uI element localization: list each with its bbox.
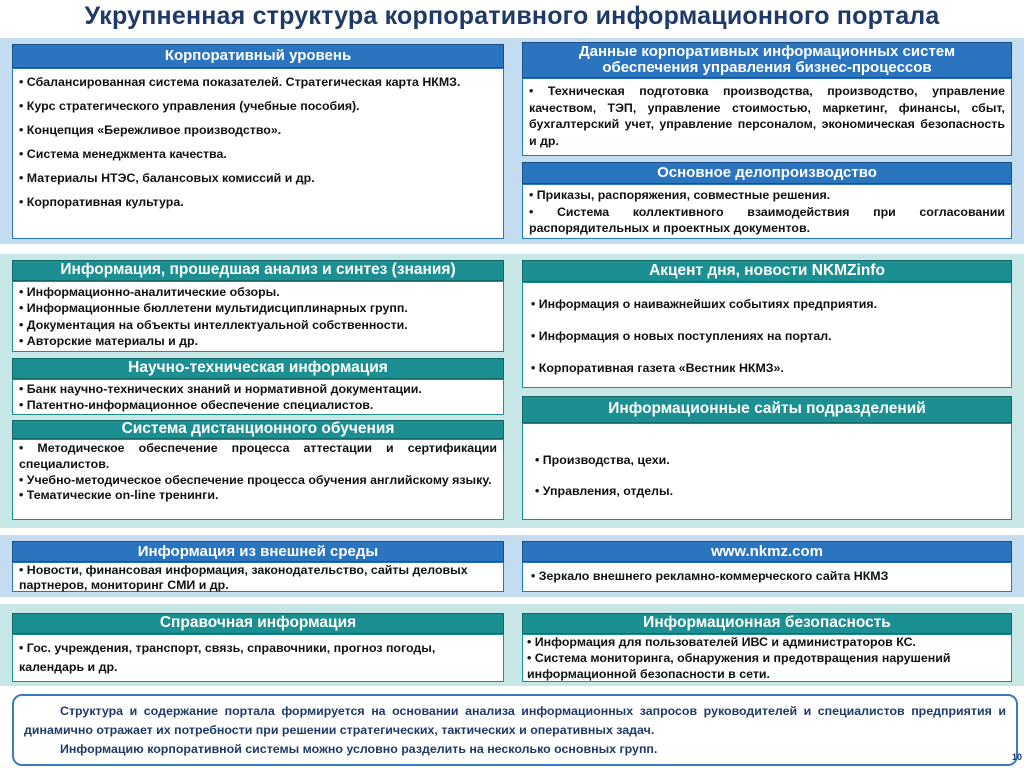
list-item: • Информация для пользователей ИВС и администраторов КС. <box>527 635 1007 651</box>
page-number: 10 <box>1011 752 1022 762</box>
dept-sites-header: Информационные сайты подразделений <box>522 396 1012 423</box>
corporate-level-header: Корпоративный уровень <box>12 44 504 68</box>
nkmz-site-body <box>522 562 1012 592</box>
knowledge-body <box>12 281 504 352</box>
summary-box <box>12 694 1018 766</box>
scitech-header: Научно-техническая информация <box>12 358 504 379</box>
list-item: • Концепция «Бережливое производство». <box>19 118 497 142</box>
list-item: • Гос. учреждения, транспорт, связь, справочники, прогноз погоды, календарь и др. <box>19 639 497 677</box>
summary-text-2: Информацию корпоративной системы можно условно разделить на несколько основных групп. <box>60 742 658 757</box>
knowledge-header: Информация, прошедшая анализ и синтез (знания) <box>12 260 504 281</box>
list-item: • Курс стратегического управления (учебные пособия). <box>19 94 497 118</box>
list-item: • Новости, финансовая информация, законодательство, сайты деловых партнеров, мониторинг СМИ и др. <box>19 563 497 593</box>
list-item: • Управления, отделы. <box>535 483 999 499</box>
corporate-level-body <box>12 68 504 239</box>
list-item: • Система коллективного взаимодействия при согласовании распорядительных и проектных документов. <box>529 204 1005 237</box>
list-item: • Методическое обеспечение процесса аттестации и сертификации специалистов. <box>19 441 497 473</box>
records-header: Основное делопроизводство <box>522 162 1012 184</box>
list-item: • Авторские материалы и др. <box>19 333 497 349</box>
reference-body <box>12 634 504 682</box>
list-item: • Техническая подготовка производства, производство, управление качеством, ТЭП, управление стоимостью, маркетинг, финансы, сбыт, бухгалтерский учет, управление персоналом, экономическая безопасность и др. <box>529 83 1005 149</box>
distance-header: Система дистанционного обучения <box>12 420 504 439</box>
list-item: • Система менеджмента качества. <box>19 142 497 166</box>
list-item: • Сбалансированная система показателей. Стратегическая карта НКМЗ. <box>19 70 497 94</box>
scitech-body <box>12 379 504 415</box>
corporate-systems-header: Данные корпоративных информационных систем обеспечения управления бизнес-процессов <box>522 42 1012 78</box>
list-item: • Банк научно-технических знаний и нормативной документации. <box>19 381 497 397</box>
distance-body <box>12 439 504 520</box>
external-body <box>12 562 504 592</box>
list-item: • Зеркало внешнего рекламно-коммерческого сайта НКМЗ <box>531 569 1003 584</box>
list-item: • Информационно-аналитические обзоры. <box>19 284 497 300</box>
list-item: • Документация на объекты интеллектуальной собственности. <box>19 317 497 333</box>
news-header: Акцент дня, новости NKMZinfo <box>522 260 1012 282</box>
list-item: • Производства, цехи. <box>535 452 999 468</box>
page-title: Укрупненная структура корпоративного информационного портала <box>84 2 940 30</box>
list-item: • Информация о новых поступлениях на портал. <box>531 328 1003 344</box>
list-item: • Патентно-информационное обеспечение специалистов. <box>19 397 497 413</box>
list-item: • Материалы НТЭС, балансовых комиссий и др. <box>19 166 497 190</box>
summary-text: Структура и содержание портала формируется на основании анализа информационных запросов руководителей и специалистов предприятия и динамично отражает их потребности при решении стратегических, тактических и оперативных задач. <box>24 704 1006 738</box>
nkmz-site-header: www.nkmz.com <box>522 541 1012 562</box>
list-item: • Учебно-методическое обеспечение процесса обучения английскому языку. <box>19 473 497 489</box>
dept-sites-body <box>522 423 1012 520</box>
list-item: • Информация о наиважнейших событиях предприятия. <box>531 296 1003 312</box>
corporate-systems-body <box>522 78 1012 156</box>
list-item: • Информационные бюллетени мультидисциплинарных групп. <box>19 300 497 316</box>
security-header: Информационная безопасность <box>522 613 1012 634</box>
list-item: • Приказы, распоряжения, совместные решения. <box>529 187 1005 204</box>
external-header: Информация из внешней среды <box>12 541 504 562</box>
security-body <box>522 634 1012 682</box>
news-body <box>522 282 1012 388</box>
list-item: • Корпоративная газета «Вестник НКМЗ». <box>531 360 1003 376</box>
list-item: • Система мониторинга, обнаружения и предотвращения нарушений информационной безопасности в сети. <box>527 651 1007 683</box>
list-item: • Тематические on-line тренинги. <box>19 488 497 504</box>
list-item: • Корпоративная культура. <box>19 190 497 214</box>
reference-header: Справочная информация <box>12 613 504 634</box>
records-body <box>522 184 1012 239</box>
